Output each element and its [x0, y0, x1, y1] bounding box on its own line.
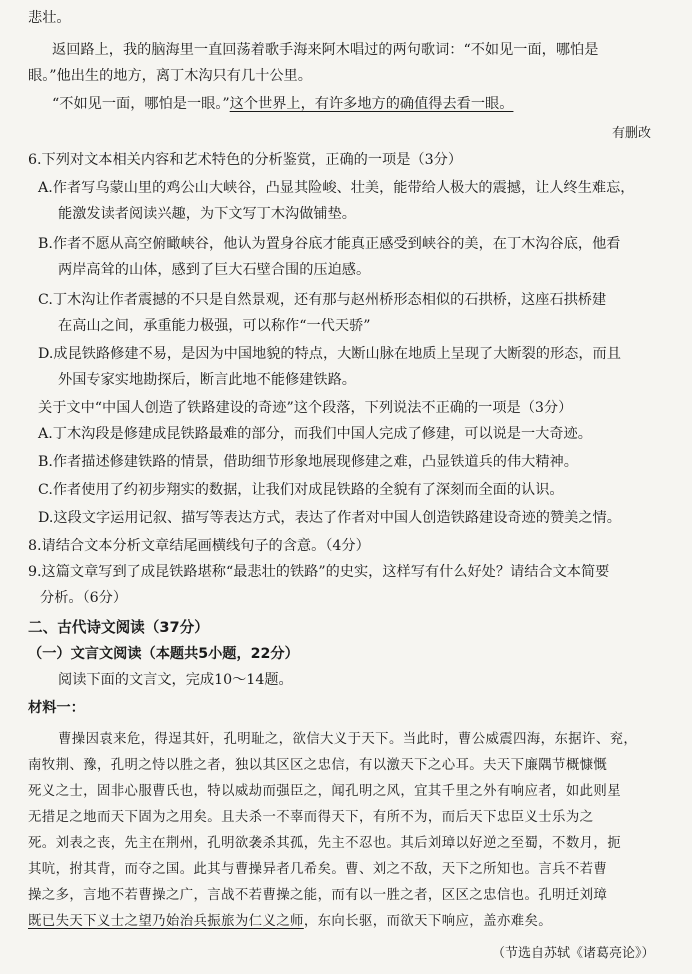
option-a-line: 能激发读者阅读兴趣，为下文写丁木沟做铺垫。 [58, 206, 356, 222]
source-citation: （节选自苏轼《诸葛亮论》） [492, 946, 655, 961]
quote-text: “不如见一面，哪怕是一眼。” [52, 96, 230, 112]
underlined-sentence: 既已失天下义士之望乃始治兵振旅为仁义之师 [28, 914, 304, 929]
classical-text-line: 操之多，言地不若曹操之广，言战不若曹操之能，而有以一胜之者，区区之忠信也。孔明迁刘璋 [28, 888, 608, 903]
classical-text-line: 其吭，拊其背，而夺之国。此其与曹操异者几希矣。曹、刘之不敌，天下之所知也。言兵不若曹 [28, 862, 608, 877]
classical-text-line: 死义之士，固非心服曹氏也，特以威劫而强臣之，闻孔明之风，宜其千里之外有响应者，如此则星 [28, 784, 621, 799]
option-b-line: B.作者描述修建铁路的情景，借助细节形象地展现修建之难，凸显铁道兵的伟大精神。 [38, 454, 578, 470]
question-9-line: 分析。（6分） [40, 590, 128, 606]
option-c-line: 在高山之间，承重能力极强，可以称作“一代天骄” [58, 318, 371, 334]
option-c-line: C.作者使用了约初步翔实的数据，让我们对成昆铁路的全貌有了深刻而全面的认识。 [38, 482, 564, 498]
classical-text-line: 无措足之地而天下固为之用矣。且夫杀一不辜而得天下，有所不为，而后天下忠臣义士乐为之 [28, 810, 594, 825]
classical-text-line: 曹操因袁来危，得逞其奸，孔明耻之，欲信大义于天下。当此时，曹公威震四海，东据许、兖， [58, 732, 638, 747]
classical-text-line [28, 912, 552, 932]
subsection-heading: （一）文言文阅读（本题共5小题，22分） [28, 646, 299, 662]
option-d-line: D.这段文字运用记叙、描写等表达方式，表达了作者对中国人创造铁路建设奇迹的赞美之情。 [38, 510, 621, 526]
underlined-sentence: 这个世界上，有许多地方的确值得去看一眼。 [229, 96, 514, 112]
classical-text-line: 南牧荆、豫，孔明之恃以胜之者，独以其区区之忠信，有以激天下之心耳。夫天下廉隅节概慷慨 [28, 758, 608, 773]
question-8: 8.请结合文本分析文章结尾画横线句子的含意。（4分） [28, 538, 370, 554]
passage-line: 悲壮。 [28, 10, 71, 26]
option-d-line: 外国专家实地勘探后，断言此地不能修建铁路。 [58, 372, 356, 388]
material-label: 材料一： [28, 700, 85, 716]
option-b-line: 两岸高耸的山体，感到了巨大石壁合围的压迫感。 [58, 262, 371, 278]
classical-text: ，东向长驱，而欲天下响应，盖亦难矣。 [303, 914, 553, 929]
source-note: 有删改 [612, 126, 652, 141]
option-c-line: C.丁木沟让作者震撼的不只是自然景观，还有那与赵州桥形态相似的石拱桥，这座石拱桥建 [38, 292, 607, 308]
question-7-stem: 关于文中“中国人创造了铁路建设的奇迹”这个段落，下列说法不正确的一项是（3分） [38, 400, 573, 416]
option-b-line: B.作者不愿从高空俯瞰峡谷，他认为置身谷底才能真正感受到峡谷的美，在丁木沟谷底，他看 [38, 236, 621, 252]
option-d-line: D.成昆铁路修建不易，是因为中国地貌的特点，大断山脉在地质上呈现了大断裂的形态，而且 [38, 346, 621, 362]
classical-text-line: 死。刘表之丧，先主在荆州，孔明欲袭杀其孤，先主不忍也。其后刘璋以好逆之至蜀，不数月，扼 [28, 836, 621, 851]
passage-line: 返回路上，我的脑海里一直回荡着歌手海来阿木唱过的两句歌词：“不如见一面，哪怕是 [52, 42, 599, 58]
option-a-line: A.丁木沟段是修建成昆铁路最难的部分，而我们中国人完成了修建，可以说是一大奇迹。 [38, 426, 592, 442]
question-9-line: 9.这篇文章写到了成昆铁路堪称“最悲壮的铁路”的史实，这样写有什么好处？请结合文本简要 [28, 564, 610, 580]
question-6-stem: 6.下列对文本相关内容和艺术特色的分析鉴赏，正确的一项是（3分） [28, 152, 463, 168]
option-a-line: A.作者写乌蒙山里的鸡公山大峡谷，凸显其险峻、壮美，能带给人极大的震撼，让人终生难忘， [38, 180, 635, 196]
section-heading: 二、古代诗文阅读（37分） [28, 619, 209, 636]
instructions: 阅读下面的文言文，完成10～14题。 [58, 672, 293, 688]
passage-line: 眼。”他出生的地方，离丁木沟只有几十公里。 [28, 68, 312, 84]
passage-line [52, 94, 513, 114]
